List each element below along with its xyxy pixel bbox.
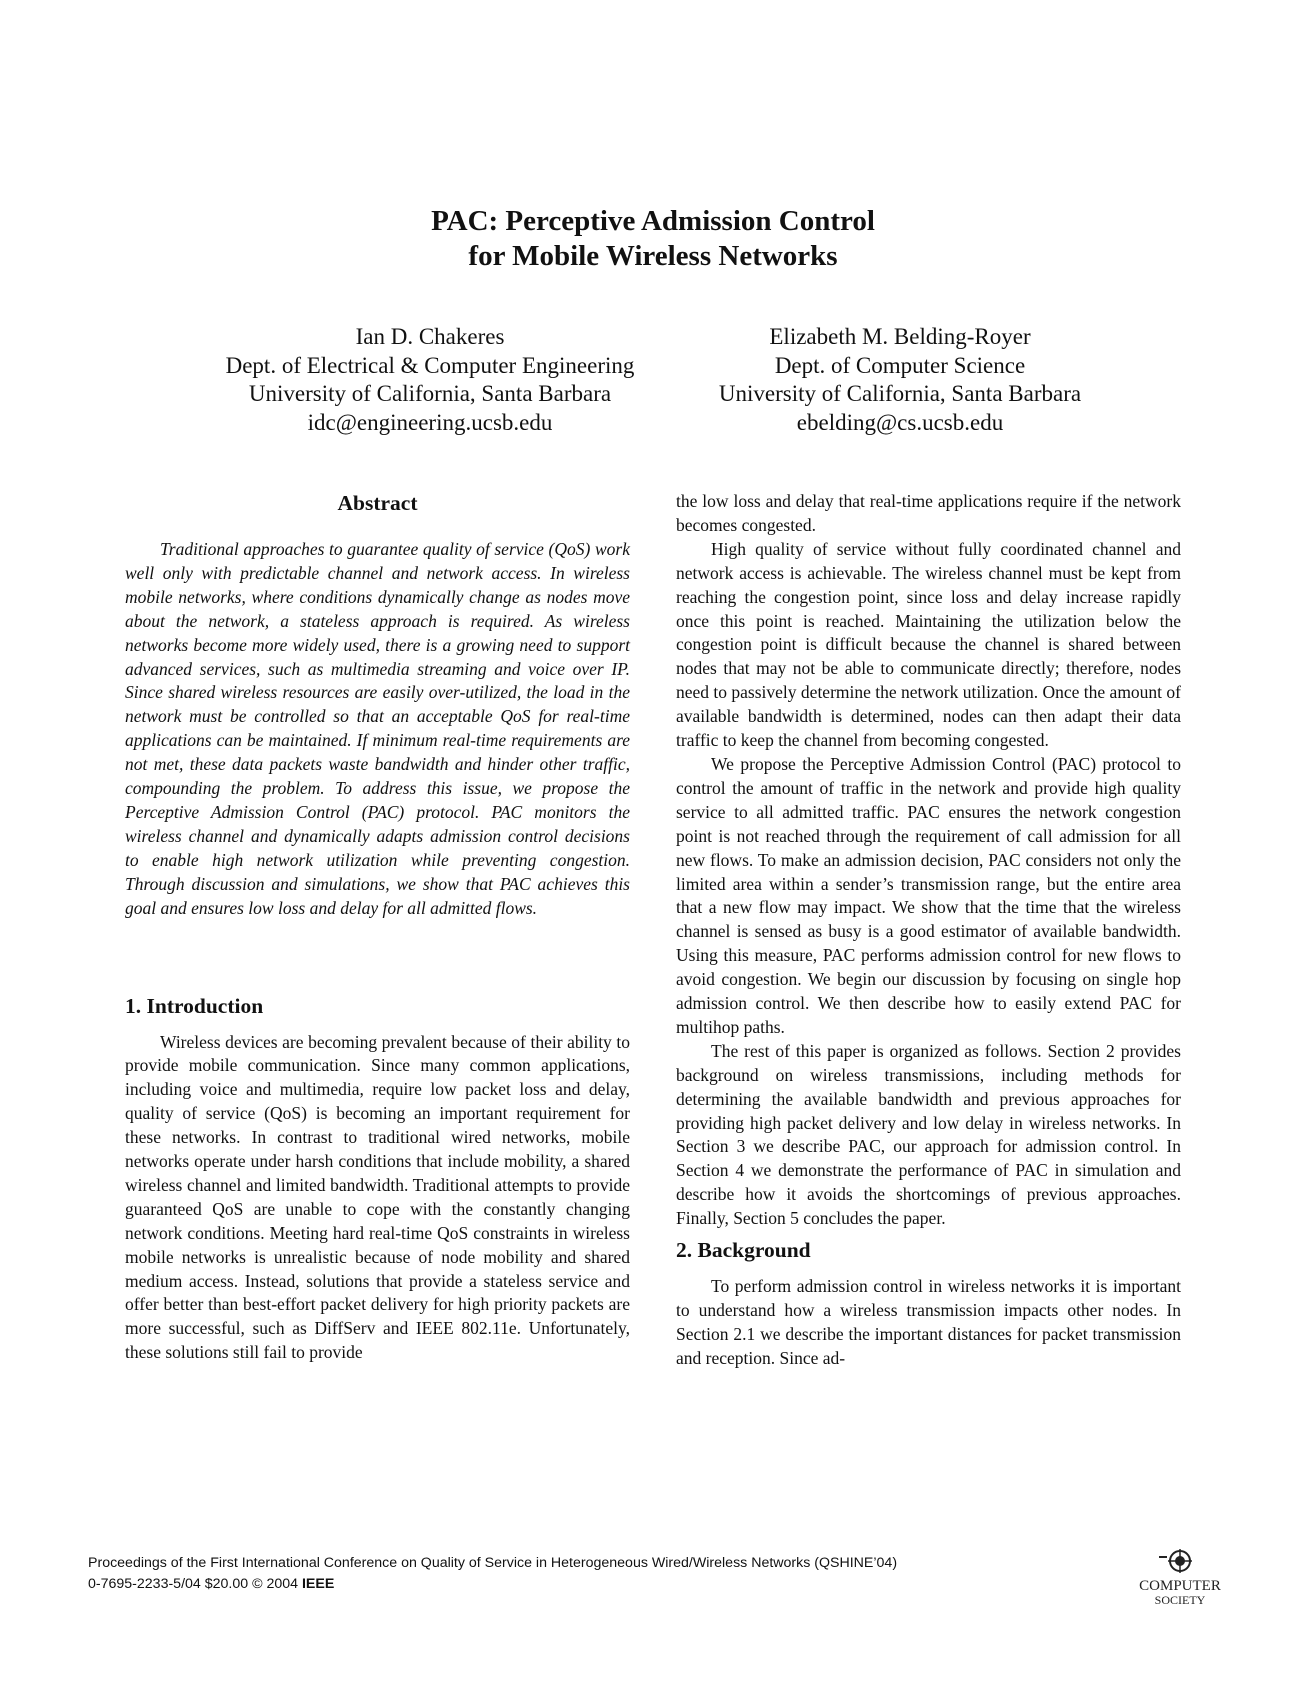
title-line-1: PAC: Perceptive Admission Control — [431, 205, 875, 237]
title-line-2: for Mobile Wireless Networks — [468, 240, 838, 272]
introduction-paragraph-4: The rest of this paper is organized as follows. Section 2 provides background on wireless transmissions, including methods for determining the available bandwidth and previous approaches for providing high packet delivery and low delay in wireless networks. In Section 3 we describe PAC, our approach for admission control. In Section 4 we demonstrate the performance of PAC in simulation and describe how it avoids the shortcomings of previous approaches. Finally, Section 5 concludes the paper. — [676, 1040, 1181, 1229]
footer-isbn-text: 0-7695-2233-5/04 $20.00 © 2004 — [88, 1576, 302, 1592]
logo-computer-text: COMPUTER — [1139, 1578, 1221, 1594]
author-email: ebelding@cs.ucsb.edu — [796, 409, 1004, 435]
author-univ: University of California, Santa Barbara — [248, 381, 612, 406]
proceedings-footer — [88, 1553, 897, 1595]
background-heading: 2. Background — [676, 1238, 811, 1263]
author-block-2 — [640, 323, 1160, 437]
introduction-paragraph-3: We propose the Perceptive Admission Control (PAC) protocol to control the amount of traffic in the network and provide high quality service to all admitted traffic. PAC ensures the network congestion point is not reached through the requirement of call admission for all new flows. To make an admission decision, PAC considers not only the limited area within a sender’s transmission range, but the entire area that a new flow may impact. We show that the time that the wireless channel is sensed as busy is a good estimator of available bandwidth. Using this measure, PAC performs admission control for new flows to avoid congestion. We begin our discussion by focusing on single hop admission control. We then describe how to easily extend PAC for multihop paths. — [676, 753, 1181, 1037]
author-dept: Dept. of Electrical & Computer Engineering — [225, 352, 635, 378]
background-paragraph-1: To perform admission control in wireless networks it is important to understand how a wireless transmission impacts other nodes. In Section 2.1 we describe the important distances for packet transmission and reception. Since ad- — [676, 1276, 1181, 1368]
paper-title — [0, 204, 1306, 274]
author-email: idc@engineering.ucsb.edu — [307, 409, 553, 435]
author-univ: University of California, Santa Barbara — [718, 381, 1082, 406]
author-dept: Dept. of Computer Science — [774, 352, 1026, 378]
introduction-paragraph-2: High quality of service without fully coordinated channel and network access is achievable. The wireless channel must be kept from reaching the congestion point, since loss and delay increase rapidly once this point is reached. Maintaining the utilization below the congestion point is difficult because the channel is shared between nodes that may not be able to communicate directly; therefore, nodes need to passively determine the network utilization. Once the amount of available bandwidth is determined, nodes can then adapt their data traffic to keep the channel from becoming congested. — [676, 538, 1181, 751]
footer-isbn-line — [88, 1574, 897, 1595]
introduction-paragraph-1: Wireless devices are becoming prevalent because of their ability to provide mobile communication. Since many common applications, including voice and multimedia, require low packet loss and delay, quality of service (QoS) is becoming an important requirement for these networks. In contrast to traditional wired networks, mobile networks operate under harsh conditions that include mobility, a shared wireless channel and limited bandwidth. Traditional attempts to provide guaranteed QoS are unable to cope with the constantly changing network conditions. Meeting hard real-time QoS constraints in wireless mobile networks is unrealistic because of node mobility and shared medium access. Instead, solutions that provide a stateless service and offer better than best-effort packet delivery for high priority packets are more successful, such as DiffServ and IEEE 802.11e. Unfortunately, these solutions still fail to provide — [125, 1031, 630, 1363]
author-name: Elizabeth M. Belding-Royer — [769, 324, 1031, 349]
author-name: Ian D. Chakeres — [355, 324, 505, 349]
logo-society-text: SOCIETY — [1154, 1593, 1206, 1607]
abstract-heading: Abstract — [337, 491, 418, 515]
footer-ieee-text: IEEE — [301, 1576, 335, 1592]
introduction-paragraph-1-continued: the low loss and delay that real-time applications require if the network becomes congested. — [676, 491, 1181, 535]
left-column — [125, 490, 630, 1365]
footer-proceedings-line: Proceedings of the First International Conference on Quality of Service in Heterogeneous Wired/Wireless Networks (QSHINE’04) — [88, 1555, 898, 1571]
computer-society-emblem-icon — [1133, 1547, 1228, 1609]
introduction-heading: 1. Introduction — [125, 993, 264, 1018]
ieee-computer-society-logo — [1133, 1547, 1228, 1609]
abstract-text: Traditional approaches to guarantee quality of service (QoS) work well only with predictable channel and network access. In wireless mobile networks, where conditions dynamically change as nodes move about the network, a stateless approach is required. As wireless networks become more widely used, there is a growing need to support advanced services, such as multimedia streaming and voice over IP. Since shared wireless resources are easily over-utilized, the load in the network must be controlled so that an acceptable QoS for real-time applications can be maintained. If minimum real-time requirements are not met, these data packets waste bandwidth and hinder other traffic, compounding the problem. To address this issue, we propose the Perceptive Admission Control (PAC) protocol. PAC monitors the wireless channel and dynamically adapts admission control decisions to enable high network utilization while preventing congestion. Through discussion and simulations, we show that PAC achieves this goal and ensures low loss and delay for all admitted flows. — [125, 539, 630, 918]
right-column — [676, 490, 1181, 1371]
author-block-1 — [170, 323, 690, 437]
